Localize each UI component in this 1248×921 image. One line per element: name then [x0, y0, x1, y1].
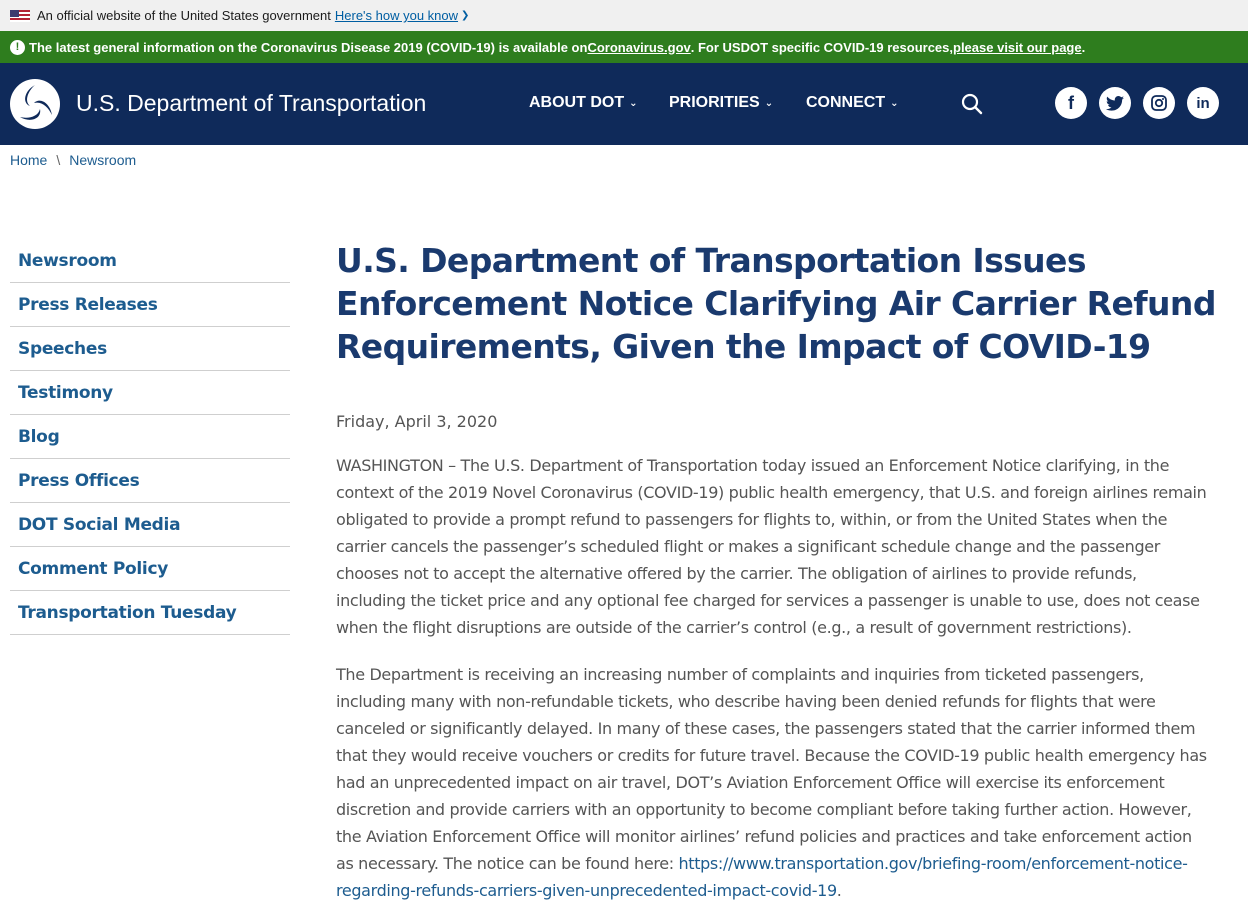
heres-how-you-know-link[interactable]: Here's how you know: [334, 8, 459, 23]
article-paragraph-2-end: .: [836, 881, 842, 900]
breadcrumb-newsroom-link[interactable]: Newsroom: [69, 152, 137, 168]
alert-text-middle: . For USDOT specific COVID-19 resources,: [690, 39, 953, 55]
search-icon[interactable]: [960, 92, 984, 116]
sidebar-item-press-releases[interactable]: Press Releases: [10, 283, 290, 327]
official-gov-banner: [0, 0, 1248, 31]
nav-connect[interactable]: [806, 94, 899, 112]
article-title: U.S. Department of Transportation Issues Enforcement Notice Clarifying Air Carrier Refund Requirements, Given the Impact of COVID-19: [336, 241, 1216, 366]
sidebar-item-transportation-tuesday[interactable]: Transportation Tuesday: [10, 591, 290, 635]
article-paragraph-2: [336, 661, 1208, 904]
breadcrumb-home-link[interactable]: Home: [10, 152, 48, 168]
sidebar-item-dot-social-media[interactable]: DOT Social Media: [10, 503, 290, 547]
sidebar-item-speeches[interactable]: Speeches: [10, 327, 290, 371]
covid-alert-bar: [0, 31, 1248, 63]
enforcement-notice-link[interactable]: https://www.transportation.gov/briefing-room/enforcement-notice-regarding-refunds-carriers-given-unprecedented-impact-covid-19: [336, 854, 1188, 900]
alert-text-before: The latest general information on the Coronavirus Disease 2019 (COVID-19) is available on: [29, 39, 588, 55]
nav-connect-label: CONNECT: [806, 94, 886, 111]
alert-icon: !: [10, 40, 25, 55]
instagram-icon[interactable]: [1143, 87, 1175, 119]
site-header: [0, 63, 1248, 145]
facebook-icon[interactable]: f: [1055, 87, 1087, 119]
alert-text-after: .: [1081, 39, 1086, 55]
sidebar-item-press-offices[interactable]: Press Offices: [10, 459, 290, 503]
sidebar-item-newsroom[interactable]: Newsroom: [10, 239, 290, 283]
chevron-down-icon[interactable]: ❯: [461, 10, 470, 21]
article: [336, 239, 1216, 900]
nav-priorities-label: PRIORITIES: [669, 94, 760, 111]
article-paragraph-1: WASHINGTON – The U.S. Department of Transportation today issued an Enforcement Notice clarifying, in the context of the 2019 Novel Coronavirus (COVID-19) public health emergency, that U.S. and foreign airlines remain obligated to provide a prompt refund to passengers for flights to, within, or from the United States when the carrier cancels the passenger’s scheduled flight or makes a significant schedule change and the passenger chooses not to accept the alternative offered by the carrier. The obligation of airlines to provide refunds, including the ticket price and any optional fee charged for services a passenger is unable to use, does not cease when the flight disruptions are outside of the carrier’s control (e.g., a result of government restrictions).: [336, 456, 1207, 637]
dot-logo-icon[interactable]: [10, 79, 60, 129]
twitter-icon[interactable]: [1099, 87, 1131, 119]
nav-about-dot-label: ABOUT DOT: [529, 94, 625, 111]
nav-priorities[interactable]: [669, 94, 773, 112]
usdot-resources-link[interactable]: please visit our page: [953, 39, 1082, 55]
breadcrumb-separator: \: [56, 152, 61, 168]
site-title[interactable]: U.S. Department of Transportation: [76, 90, 427, 116]
article-date: Friday, April 3, 2020: [336, 412, 498, 431]
chevron-down-icon: ⌄: [890, 98, 899, 109]
chevron-down-icon: ⌄: [629, 98, 638, 109]
gov-banner-text: An official website of the United States government: [37, 8, 331, 23]
linkedin-icon[interactable]: in: [1187, 87, 1219, 119]
us-flag-icon: [10, 10, 30, 22]
sidebar-item-blog[interactable]: Blog: [10, 415, 290, 459]
breadcrumb: [10, 152, 136, 168]
coronavirus-gov-link[interactable]: Coronavirus.gov: [587, 39, 691, 55]
sidebar-nav: [10, 239, 290, 635]
nav-about-dot[interactable]: [529, 94, 638, 112]
article-paragraph-2-text: The Department is receiving an increasing number of complaints and inquiries from ticketed passengers, including many with non-refundable tickets, who describe having been denied refunds for flights that were canceled or significantly delayed. In many of these cases, the passengers stated that the carrier informed them that they would receive vouchers or credits for future travel. Because the COVID-19 public health emergency has had an unprecedented impact on air travel, DOT’s Aviation Enforcement Office will exercise its enforcement discretion and provide carriers with an opportunity to become compliant before taking further action. However, the Aviation Enforcement Office will monitor airlines’ refund policies and practices and take enforcement action as necessary. The notice can be found here:: [336, 665, 1207, 873]
sidebar-item-comment-policy[interactable]: Comment Policy: [10, 547, 290, 591]
sidebar-item-testimony[interactable]: Testimony: [10, 371, 290, 415]
chevron-down-icon: ⌄: [764, 98, 774, 109]
